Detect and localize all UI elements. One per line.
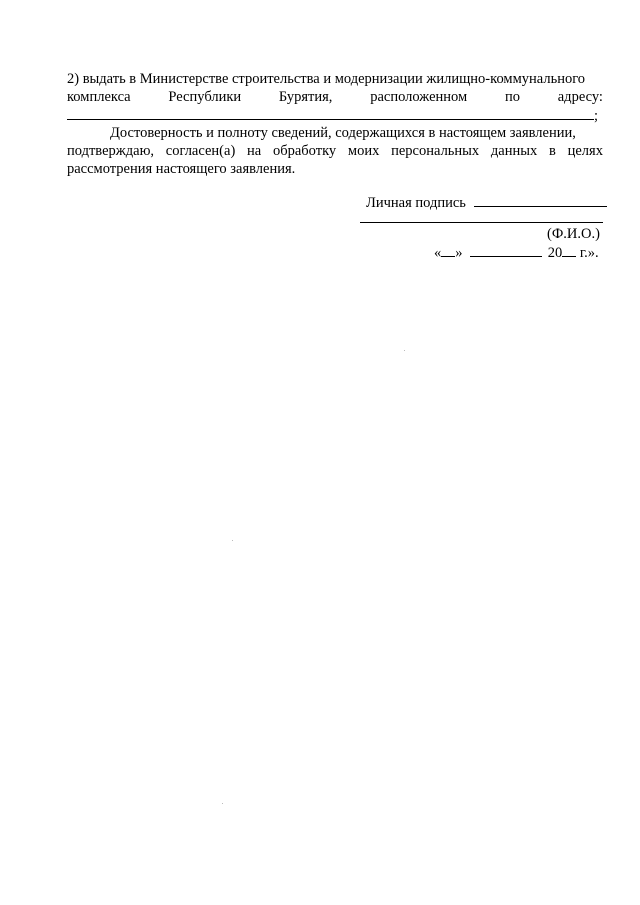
date-open-quote: « xyxy=(434,245,442,261)
word: моих xyxy=(347,143,380,159)
word: расположенном xyxy=(370,89,468,105)
word: обработку xyxy=(272,143,337,159)
scan-speck xyxy=(222,803,223,804)
signature-row xyxy=(366,193,607,212)
signature-label: Личная подпись xyxy=(366,195,466,211)
consent-line1: Достоверность и полноту сведений, содержащихся в настоящем заявлении, xyxy=(110,125,576,141)
scan-speck xyxy=(404,350,405,351)
address-line-end: ; xyxy=(594,108,599,124)
word: по xyxy=(504,89,520,105)
word: целях xyxy=(567,143,603,159)
word: данных xyxy=(490,143,538,159)
word: подтверждаю, xyxy=(67,143,155,159)
word: персональных xyxy=(391,143,480,159)
fio-label: (Ф.И.О.) xyxy=(547,226,600,242)
address-blank-line[interactable] xyxy=(67,106,603,125)
word: Республики xyxy=(168,89,242,105)
word: на xyxy=(247,143,262,159)
word: адресу: xyxy=(557,89,603,105)
word: в xyxy=(549,143,556,159)
address-blank[interactable] xyxy=(67,106,594,120)
date-close-quote: » xyxy=(455,245,463,261)
word: согласен(а) xyxy=(165,143,236,159)
word: Бурятия, xyxy=(278,89,333,105)
year-blank[interactable] xyxy=(562,243,576,257)
item2-line2 xyxy=(67,88,603,106)
scan-speck xyxy=(232,540,233,541)
consent-line2 xyxy=(67,142,603,160)
day-blank[interactable] xyxy=(441,243,455,257)
month-blank[interactable] xyxy=(470,243,542,257)
fio-blank-line[interactable] xyxy=(360,222,603,223)
year-suffix: г.». xyxy=(579,245,599,261)
signature-blank[interactable] xyxy=(474,193,607,207)
word: комплекса xyxy=(67,89,131,105)
consent-line3: рассмотрения настоящего заявления. xyxy=(67,161,296,177)
year-prefix: 20 xyxy=(547,245,563,261)
item2-line1: 2) выдать в Министерстве строительства и модернизации жилищно-коммунального xyxy=(67,71,586,87)
date-row xyxy=(434,243,599,262)
